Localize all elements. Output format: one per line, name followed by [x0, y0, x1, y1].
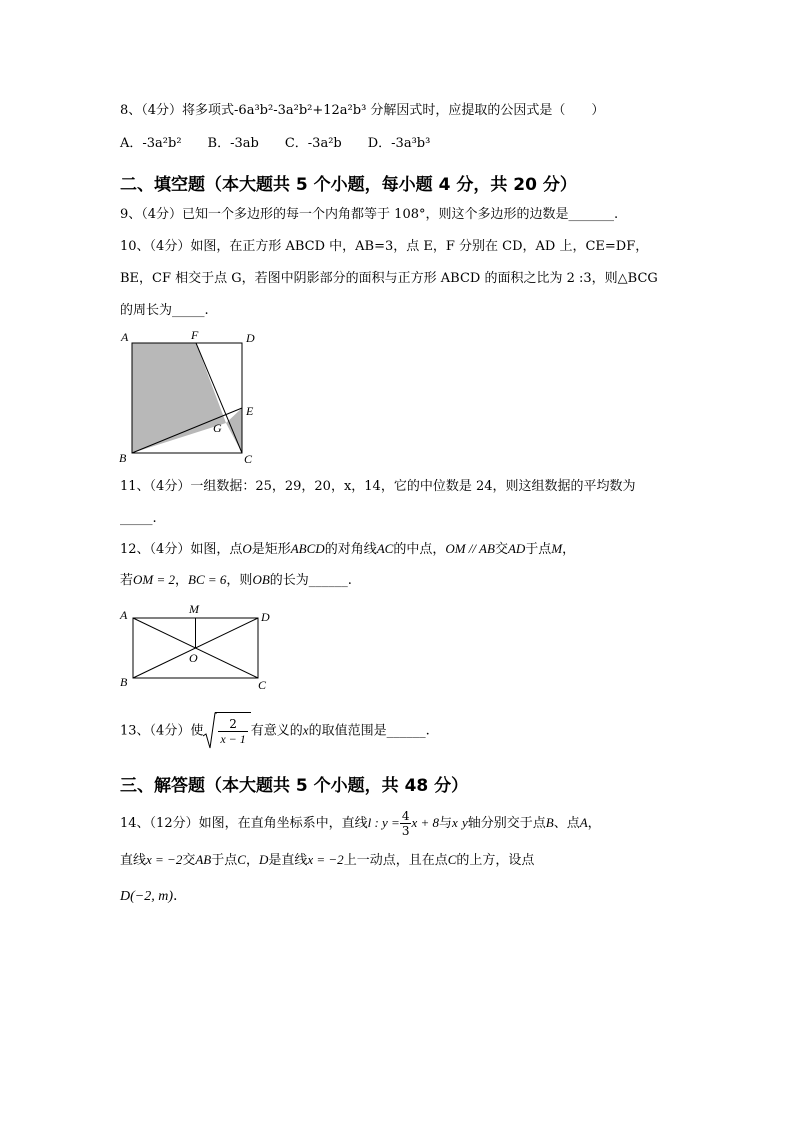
q10-square-figure	[115, 326, 265, 466]
q12-line2: 若OM = 2，BC = 6，则OB的长为______.	[120, 572, 352, 588]
label-a: A	[121, 330, 129, 344]
label-c: C	[244, 452, 253, 466]
q10-line2: BE，CF 相交于点 G，若图中阴影部分的面积与正方形 ABCD 的面积之比为 2 :3，则△BCG	[120, 271, 658, 286]
label-d: D	[261, 610, 270, 624]
shaded-region-afgb	[132, 343, 226, 453]
section3-title: 三、解答题（本大题共 5 个小题，共 48 分）	[120, 776, 469, 796]
q9-text: 9、（4分）已知一个多边形的每一个内角都等于 108°，则这个多边形的边数是_______.	[120, 207, 619, 222]
q11-line1: 11、（4分）一组数据：25，29，20，x，14，它的中位数是 24，则这组数据的平均数为	[120, 479, 636, 494]
section2-title: 二、填空题（本大题共 5 个小题，每小题 4 分，共 20 分）	[120, 175, 577, 195]
label-c: C	[258, 678, 267, 692]
q12-line1: 12、（4分）如图，点O是矩形ABCD的对角线AC的中点，OM // AB交AD于点M，	[120, 541, 576, 557]
q11-line2: _____.	[120, 511, 157, 526]
label-e: E	[246, 404, 254, 418]
label-o: O	[189, 651, 198, 665]
q8-stem: 8、（4分）将多项式-6a³b²-3a²b²+12a²b³ 分解因式时，应提取的公因式是（ ）	[120, 103, 605, 118]
label-d: D	[246, 331, 255, 345]
q12-rectangle-figure	[115, 600, 285, 695]
q13-line: 13、（4分）使 $\frac{2}{x - 1}$ 有意义的x的取值范围是______.	[120, 712, 430, 750]
label-a: A	[120, 608, 128, 622]
q10-line3: 的周长为_____.	[120, 303, 209, 318]
q10-line1: 10、（4分）如图，在正方形 ABCD 中，AB=3，点 E，F 分别在 CD，AD 上，CE=DF，	[120, 239, 649, 254]
q14-line3: D(−2, m).	[120, 888, 178, 904]
fraction-4-3: $\frac{4}{3}$	[401, 809, 410, 838]
label-b: B	[120, 675, 128, 689]
q8-options: A．-3a²b² B．-3ab C．-3a²b D．-3a³b³	[120, 136, 431, 151]
q14-line2: 直线x = −2交AB于点C，D是直线x = −2上一动点，且在点C的上方，设点	[120, 852, 535, 868]
sqrt-expression: $\frac{2}{x - 1}$	[203, 712, 250, 750]
label-g: G	[213, 421, 222, 435]
label-b: B	[119, 451, 127, 465]
q14-line1: 14、（12分）如图，在直角坐标系中，直线l : y = $\frac{4}{3}$ x + 8与x y轴分别交于点B、点A，	[120, 809, 601, 838]
label-f: F	[191, 328, 199, 342]
label-m: M	[189, 602, 199, 616]
